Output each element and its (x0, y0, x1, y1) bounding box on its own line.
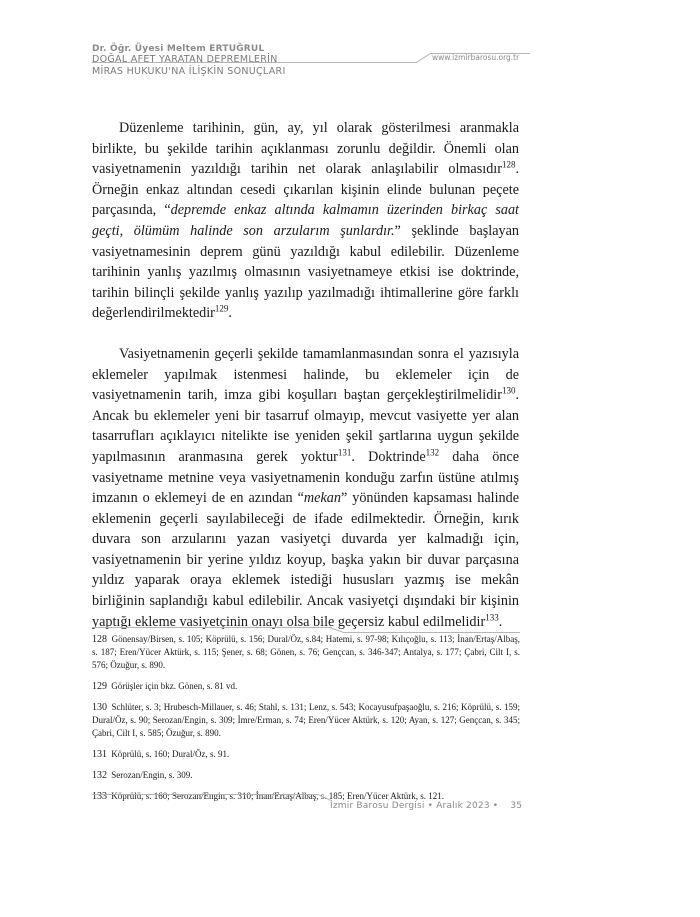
article-title-line-2: MİRAS HUKUKU'NA İLİŞKİN SONUÇLARI (92, 66, 286, 77)
footnote-ref: 132 (425, 447, 440, 458)
article-title-line-1: DOĞAL AFET YARATAN DEPREMLERİN (92, 54, 278, 65)
journal-name: İzmir Barosu Dergisi • Aralık 2023 • (330, 801, 499, 811)
footnote-ref: 130 (501, 385, 516, 396)
footnote-133: 133 Köprülü, s. 160; Serozan/Engin, s. 310; İnan/Ertaş/Albaş, s. 185; Eren/Yücer Aktürk, s. 121. (92, 791, 444, 802)
footnote-130: 130 Schlüter, s. 3; Hrubesch-Millauer, s. 46; Stahl, s. 131; Lenz, s. 543; Kocayusufpaşaoğlu, s. 216; Köprülü, s. 159; Dural/Öz, s. 90; Serozan/Engin, s. 309; İmre/Erman, s. 74; Eren/Yücer Aktürk, s. 120; Ayan, s. 127; Gençcan, s. 345; Çabri, Cilt I, s. 585; Özuğur, s. 890. (92, 702, 520, 738)
quoted-text: depremde enkaz altında kalmamın üzerinden birkaç saat geçti, ölümüm halinde son arzularım şunlardır. (92, 202, 519, 239)
header-rule (92, 62, 417, 63)
paragraph-2: Vasiyetnamenin geçerli şekilde tamamlanmasından sonra el yazısıyla eklemeler yapılmak istenmesi halinde, bu eklemeler için de vasiyetnamenin tarih, imza gibi koşulları baştan gerçekleştirilmelidir$^{130}$. Ancak bu eklemeler yeni bir tasarruf olmayıp, mevcut vasiyette yer alan tasarrufları açıklayıcı nitelikte ise yeniden şekil şartlarına uygun şekilde yapılmasının aranmasına gerek yoktur$^{131}$. Doktrinde$^{132}$ daha önce vasiyetname metnine veya vasiyetnamenin konduğu zarfın üstüne atılmış imzanın o eklemeyi de en azından “mekan” yönünden kapsaması halinde eklemenin geçerli sayılabileceği de ifade edilmektedir. Örneğin, kırık duvara son arzularını yazan vasiyetçi duvarda yer kalmadığı için, vasiyetnamenin bir yerine yıldız koyup, başka yakın bir duvar parçasına yıldız yaparak oraya eklemek istediği hususları yazmış ise mekân birliğinin saplandığı kabul edilebilir. Ancak vasiyetçi dışındaki bir kişinin yaptığı ekleme vasiyetçinin onayı olsa bile geçersiz kabul edilmelidir$^{133}$. (92, 345, 519, 630)
footnote-ref: 133 (485, 611, 499, 622)
page-number: 35 (510, 801, 523, 811)
footnote-ref: 128 (501, 159, 516, 170)
footnote-ref: 129 (214, 303, 229, 314)
author-name: Dr. Öğr. Üyesi Meltem ERTUĞRUL (92, 44, 265, 54)
footnote-132: 132 Serozan/Engin, s. 309. (92, 770, 193, 781)
paragraph-1: Düzenleme tarihinin, gün, ay, yıl olarak gösterilmesi aranmakla birlikte, bu şekilde tarihin açıklanması zorunlu değildir. Önemli olan vasiyetnamenin yazıldığı tarihin net olarak anlaşılabilir olmasıdır$^{128}$. Örneğin enkaz altından cesedi çıkarılan kişinin elinde bulunan peçete parçasında, “depremde enkaz altında kalmamın üzerinden birkaç saat geçti, ölümüm halinde son arzularım şunlardır.” şeklinde başlayan vasiyetnamesinin deprem günü yazıldığı kabul edilebilir. Düzenleme tarihinin yanlış yazılmış olmasının vasiyetnameye etkisi ise doktrinde, tarihin bilinçli şekilde yanlış yazılıp yazılmadığı ihtimallerine göre farklı değerlendirilmektedir$^{129}$. (92, 120, 519, 322)
footnote-128: 128 Gönensay/Birsen, s. 105; Köprülü, s. 156; Dural/Öz, s.84; Hatemi, s. 97-98; Kılıçoğlu, s. 113; İnan/Ertaş/Albaş, s. 187; Eren/Yücer Aktürk, s. 115; Şener, s. 68; Gönen, s. 76; Gençcan, s. 346-347; Antalya, s. 177; Çabri, Cilt I, s. 576; Özuğur, s. 890. (92, 634, 521, 670)
header-rule-slant (416, 54, 430, 63)
footnotes (92, 633, 523, 811)
footnote-separator (92, 627, 332, 628)
emphasis-word: mekan (303, 490, 341, 507)
main-text (92, 118, 519, 632)
footer-rule (92, 794, 318, 795)
page-footer (330, 801, 522, 811)
running-header (92, 44, 286, 78)
footnote-129: 129 Görüşler için bkz. Gönen, s. 81 vd. (92, 681, 238, 692)
website-url: www.izmirbarosu.org.tr (432, 53, 520, 62)
footnote-131: 131 Köprülü, s. 160; Dural/Öz, s. 91. (92, 749, 230, 760)
footnote-ref: 131 (337, 447, 352, 458)
